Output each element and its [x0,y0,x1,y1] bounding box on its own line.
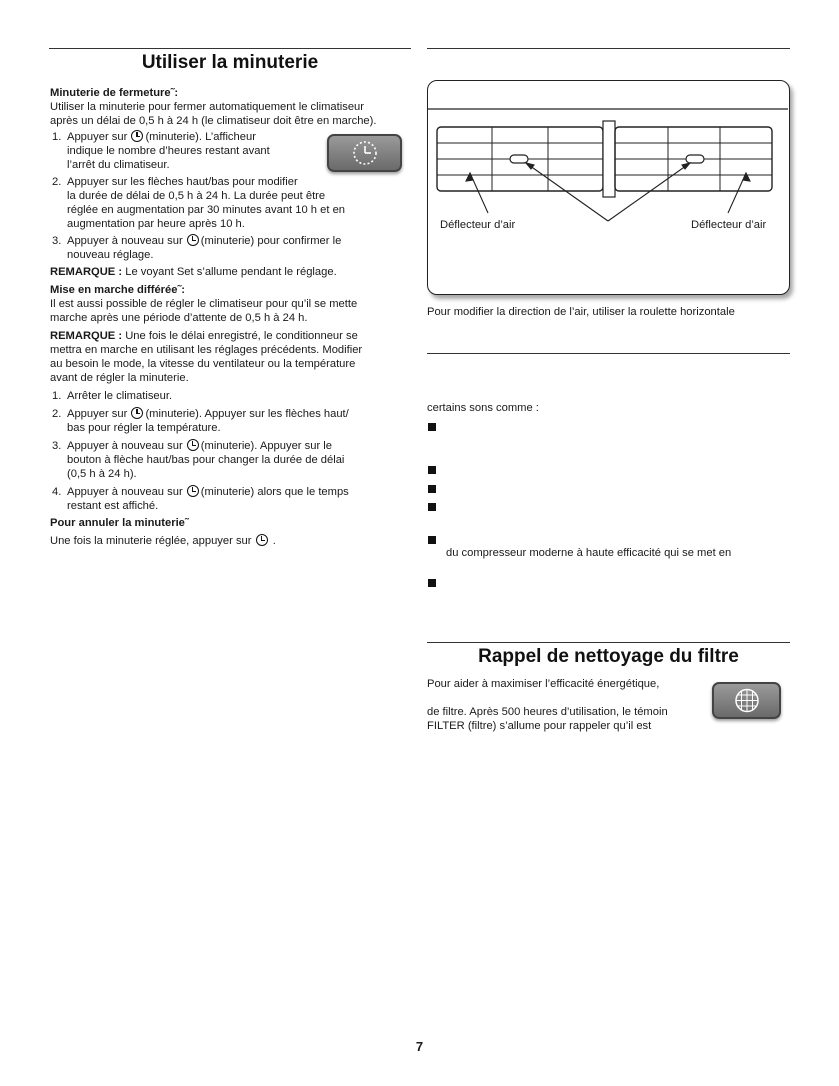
air-deflector-figure [427,80,790,295]
section-rule [427,642,790,643]
step-text: l’arrêt du climatiseur. [67,159,170,171]
step-number: 2. [52,176,62,188]
timer-icon [329,136,400,170]
cancel-text: Une fois la minuterie réglée, appuyer sur . [50,535,276,547]
top-rule-right [427,48,790,49]
step-text: Appuyer à nouveau sur (minuterie). Appuyer sur le [67,440,332,452]
section-title-timer: Utiliser la minuterie [141,52,319,73]
intro-line: après un délai de 0,5 h à 24 h (le climatiseur doit être en marche). [50,115,377,127]
step-number: 2. [52,408,62,420]
intro-line: marche après une période d’attente de 0,5 h à 24 h. [50,312,308,324]
bullet [428,423,436,431]
bullet [428,466,436,474]
filter-button-illustration [712,682,781,719]
figure-caption: Pour modifier la direction de l’air, utiliser la roulette horizontale [427,306,735,318]
bullet [428,579,436,587]
page-number: 7 [415,1039,424,1054]
top-rule-left [49,48,411,49]
timer-button-illustration [327,134,402,172]
deflector-label-right: Déflecteur d’air [691,219,767,231]
intro-line: Utiliser la minuterie pour fermer automatiquement le climatiseur [50,101,364,113]
filter-text: Pour aider à maximiser l’efficacité énergétique, [427,678,660,690]
step-text: Appuyer à nouveau sur (minuterie) pour confirmer le [67,235,342,247]
step-text: Appuyer sur (minuterie). Appuyer sur les flèches haut/ [67,408,349,420]
section-title-filter: Rappel de nettoyage du filtre [478,646,739,667]
sound-item-text: du compresseur moderne à haute efficacité qui se met en [446,547,732,559]
sounds-intro: certains sons comme : [427,402,539,414]
timer-icon [187,485,199,497]
filter-text: FILTER (filtre) s’allume pour rappeler qu’il est [427,720,652,732]
step-text: bas pour régler la température. [67,422,221,434]
step-number: 1. [52,131,62,143]
note-line: mettra en marche en utilisant les réglages précédents. Modifier [50,344,363,356]
step-text: bouton à flèche haut/bas pour changer la durée de délai [67,454,345,466]
step-text: réglée en augmentation par 30 minutes avant 10 h et en [67,204,346,216]
note: REMARQUE : Le voyant Set s’allume pendant le réglage. [50,266,337,278]
timer-icon [187,234,199,246]
step-text: la durée de délai de 0,5 h à 24 h. La durée peut être [67,190,326,202]
step-number: 3. [52,440,62,452]
note-line: avant de régler la minuterie. [50,372,189,384]
note: REMARQUE : Une fois le délai enregistré, le conditionneur se [50,330,358,342]
air-conditioner-grille-diagram [428,81,788,293]
filter-text: de filtre. Après 500 heures d’utilisation, le témoin [427,706,668,718]
step-number: 3. [52,235,62,247]
timer-icon [256,534,268,546]
step-text: Appuyer sur les flèches haut/bas pour modifier [67,176,298,188]
heading-sleep-timer: Minuterie de fermeture˜: [50,87,179,99]
bullet [428,503,436,511]
bullet [428,485,436,493]
step-number: 4. [52,486,62,498]
step-text: restant est affiché. [67,500,159,512]
intro-line: Il est aussi possible de régler le climatiseur pour qu’il se mette [50,298,358,310]
bullet [428,536,436,544]
step-text: (0,5 h à 24 h). [67,468,137,480]
step-text: indique le nombre d’heures restant avant [67,145,270,157]
deflector-label-left: Déflecteur d’air [440,219,516,231]
heading-delay-start: Mise en marche différée˜: [50,284,185,296]
step-text: nouveau réglage. [67,249,154,261]
step-text: augmentation par heure après 10 h. [67,218,245,230]
timer-icon [131,130,143,142]
timer-icon [131,407,143,419]
step-text: Arrêter le climatiseur. [67,390,173,402]
step-number: 1. [52,390,62,402]
timer-icon [187,439,199,451]
note-line: au besoin le mode, la vitesse du ventilateur ou la température [50,358,356,370]
section-rule [427,353,790,354]
heading-cancel-timer: Pour annuler la minuterie˜ [50,517,189,529]
step-text: Appuyer sur (minuterie). L’afficheur [67,131,256,143]
step-text: Appuyer à nouveau sur (minuterie) alors que le temps [67,486,349,498]
filter-icon [714,684,779,717]
